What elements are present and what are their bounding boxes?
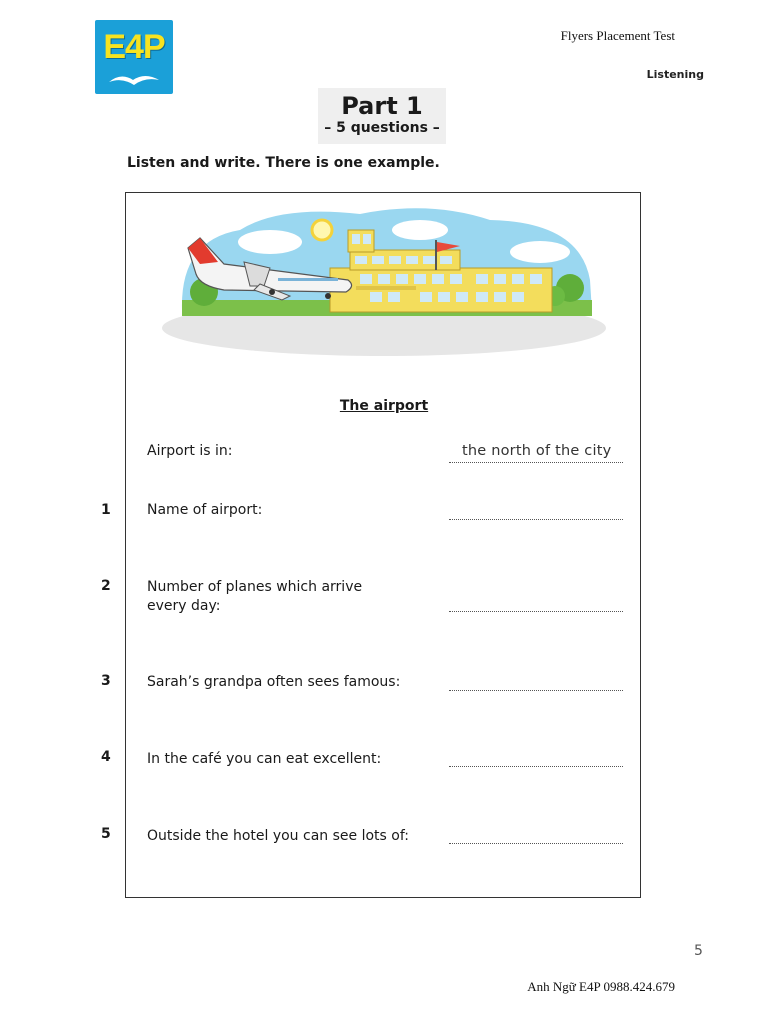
instruction-text: Listen and write. There is one example.	[127, 155, 440, 171]
footer-contact: Anh Ngữ E4P 0988.424.679	[527, 979, 675, 994]
question-number: 1	[101, 502, 111, 518]
question-prompt: Sarah’s grandpa often sees famous:	[147, 674, 401, 690]
answer-line-5[interactable]	[449, 843, 623, 844]
example-answer: the north of the city	[462, 443, 612, 459]
part-subtitle: – 5 questions –	[324, 120, 440, 136]
question-prompt: Number of planes which arrive every day:	[147, 579, 363, 614]
part-title: Part 1	[341, 92, 423, 120]
example-answer-line	[449, 462, 623, 463]
answer-line-3[interactable]	[449, 690, 623, 691]
example-prompt: Airport is in:	[147, 443, 233, 459]
airport-illustration	[160, 200, 608, 360]
bird-icon	[107, 68, 161, 88]
document-title: Flyers Placement Test	[560, 28, 675, 43]
worksheet-title	[0, 398, 768, 414]
logo-text: E4P	[103, 28, 165, 66]
question-prompt: In the café you can eat excellent:	[147, 751, 382, 767]
question-number: 3	[101, 673, 111, 689]
answer-line-4[interactable]	[449, 766, 623, 767]
question-prompt: Outside the hotel you can see lots of:	[147, 828, 409, 844]
section-label: Listening	[646, 68, 704, 81]
worksheet-title-text: The airport	[339, 398, 429, 414]
question-number: 2	[101, 578, 111, 594]
answer-line-1[interactable]	[449, 519, 623, 520]
e4p-logo	[95, 20, 173, 94]
page-number: 5	[694, 943, 703, 959]
answer-line-2[interactable]	[449, 611, 623, 612]
question-number: 4	[101, 749, 111, 765]
question-prompt: Name of airport:	[147, 502, 263, 518]
part-heading	[318, 88, 446, 144]
question-number: 5	[101, 826, 111, 842]
